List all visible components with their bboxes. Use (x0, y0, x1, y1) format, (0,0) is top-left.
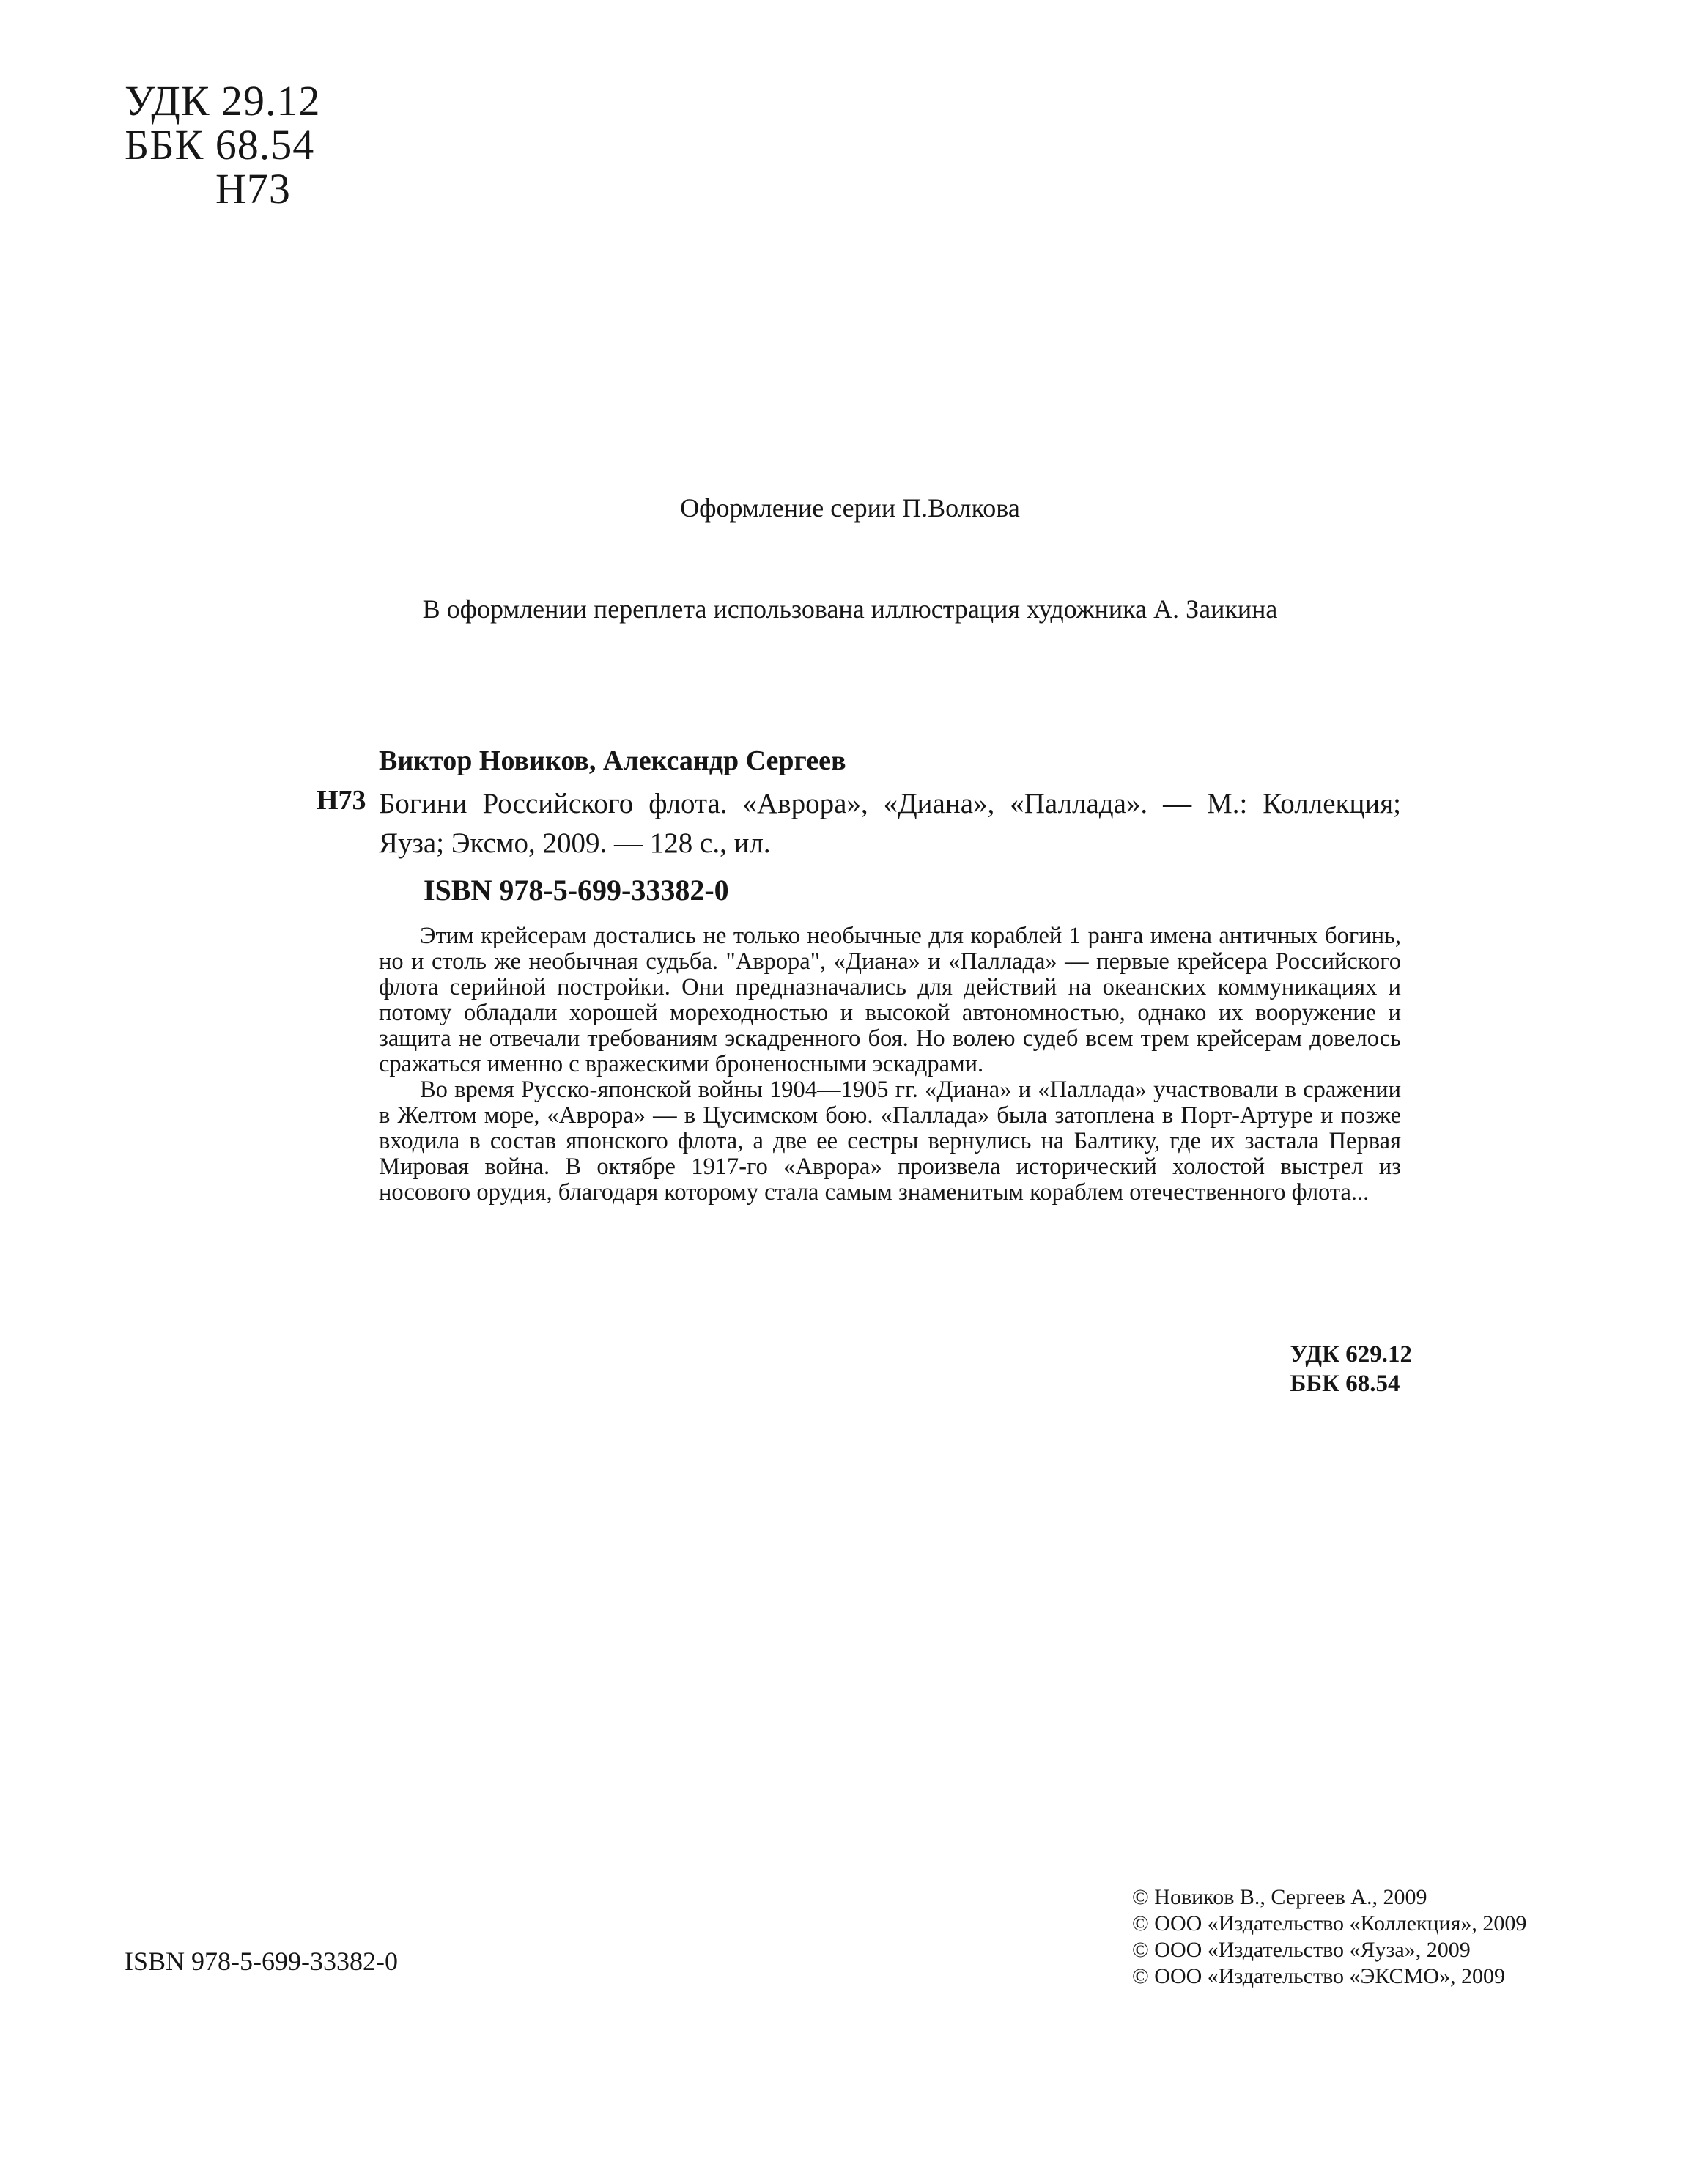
classification-bottom (1290, 1340, 1412, 1398)
copyright-line: © ООО «Издательство «Коллекция», 2009 (1132, 1911, 1527, 1936)
classification-block (125, 79, 320, 211)
udk-code: УДК 29.12 (125, 77, 321, 125)
record-authors: Виктор Новиков, Александр Сергеев (379, 745, 846, 776)
copyright-line: © ООО «Издательство «Яуза», 2009 (1132, 1938, 1471, 1962)
record-isbn: ISBN 978-5-699-33382-0 (424, 874, 729, 907)
copyright-line: © Новиков В., Сергеев А., 2009 (1132, 1885, 1427, 1909)
bbk-code: ББК 68.54 (125, 121, 315, 169)
series-design-credit: Оформление серии П.Волкова (680, 493, 1020, 523)
udk-code-bottom: УДК 629.12 (1290, 1341, 1412, 1368)
binding-illustration-credit: В оформлении переплета использована иллюстрация художника А. Заикина (422, 594, 1278, 624)
annotation (379, 923, 1401, 1206)
annotation-paragraph: Во время Русско-японской войны 1904—1905 гг. «Диана» и «Паллада» участвовали в сражении в Желтом море, «Аврора» — в Цусимском бою. «Паллада» была затоплена в Порт-Артуре и позже входила в состав японского флота, а две ее сестры вернулись на Балтику, где их застала Первая Мировая война. В октябре 1917-го «Аврора» произвела исторический холостой выстрел из носового орудия, благодаря которому стала самым знаменитым кораблем отечественного флота... (379, 1077, 1401, 1206)
isbn-bottom: ISBN 978-5-699-33382-0 (125, 1947, 398, 1976)
copyright-block (1132, 1884, 1526, 1990)
record-author-mark: Н73 (317, 785, 366, 816)
author-mark-code: Н73 (215, 165, 291, 213)
copyright-line: © ООО «Издательство «ЭКСМО», 2009 (1132, 1964, 1505, 1988)
record-description: Богини Российского флота. «Аврора», «Диана», «Паллада». — М.: Коллекция; Яуза; Эксмо, 2009. — 128 с., ил. (379, 788, 1401, 859)
bbk-code-bottom: ББК 68.54 (1290, 1370, 1400, 1397)
annotation-paragraph: Этим крейсерам достались не только необычные для кораблей 1 ранга имена античных богинь, но и столь же необычная судьба. "Аврора", «Диана» и «Паллада» — первые крейсера Российского флота серийной постройки. Они предназначались для действий на океанских коммуникациях и потому обладали хорошей мореходностью и высокой автономностью, однако их вооружение и защита не отвечали требованиям эскадренного боя. Но волею судеб всем трем крейсерам довелось сражаться именно с вражескими броненосными эскадрами. (379, 923, 1401, 1077)
